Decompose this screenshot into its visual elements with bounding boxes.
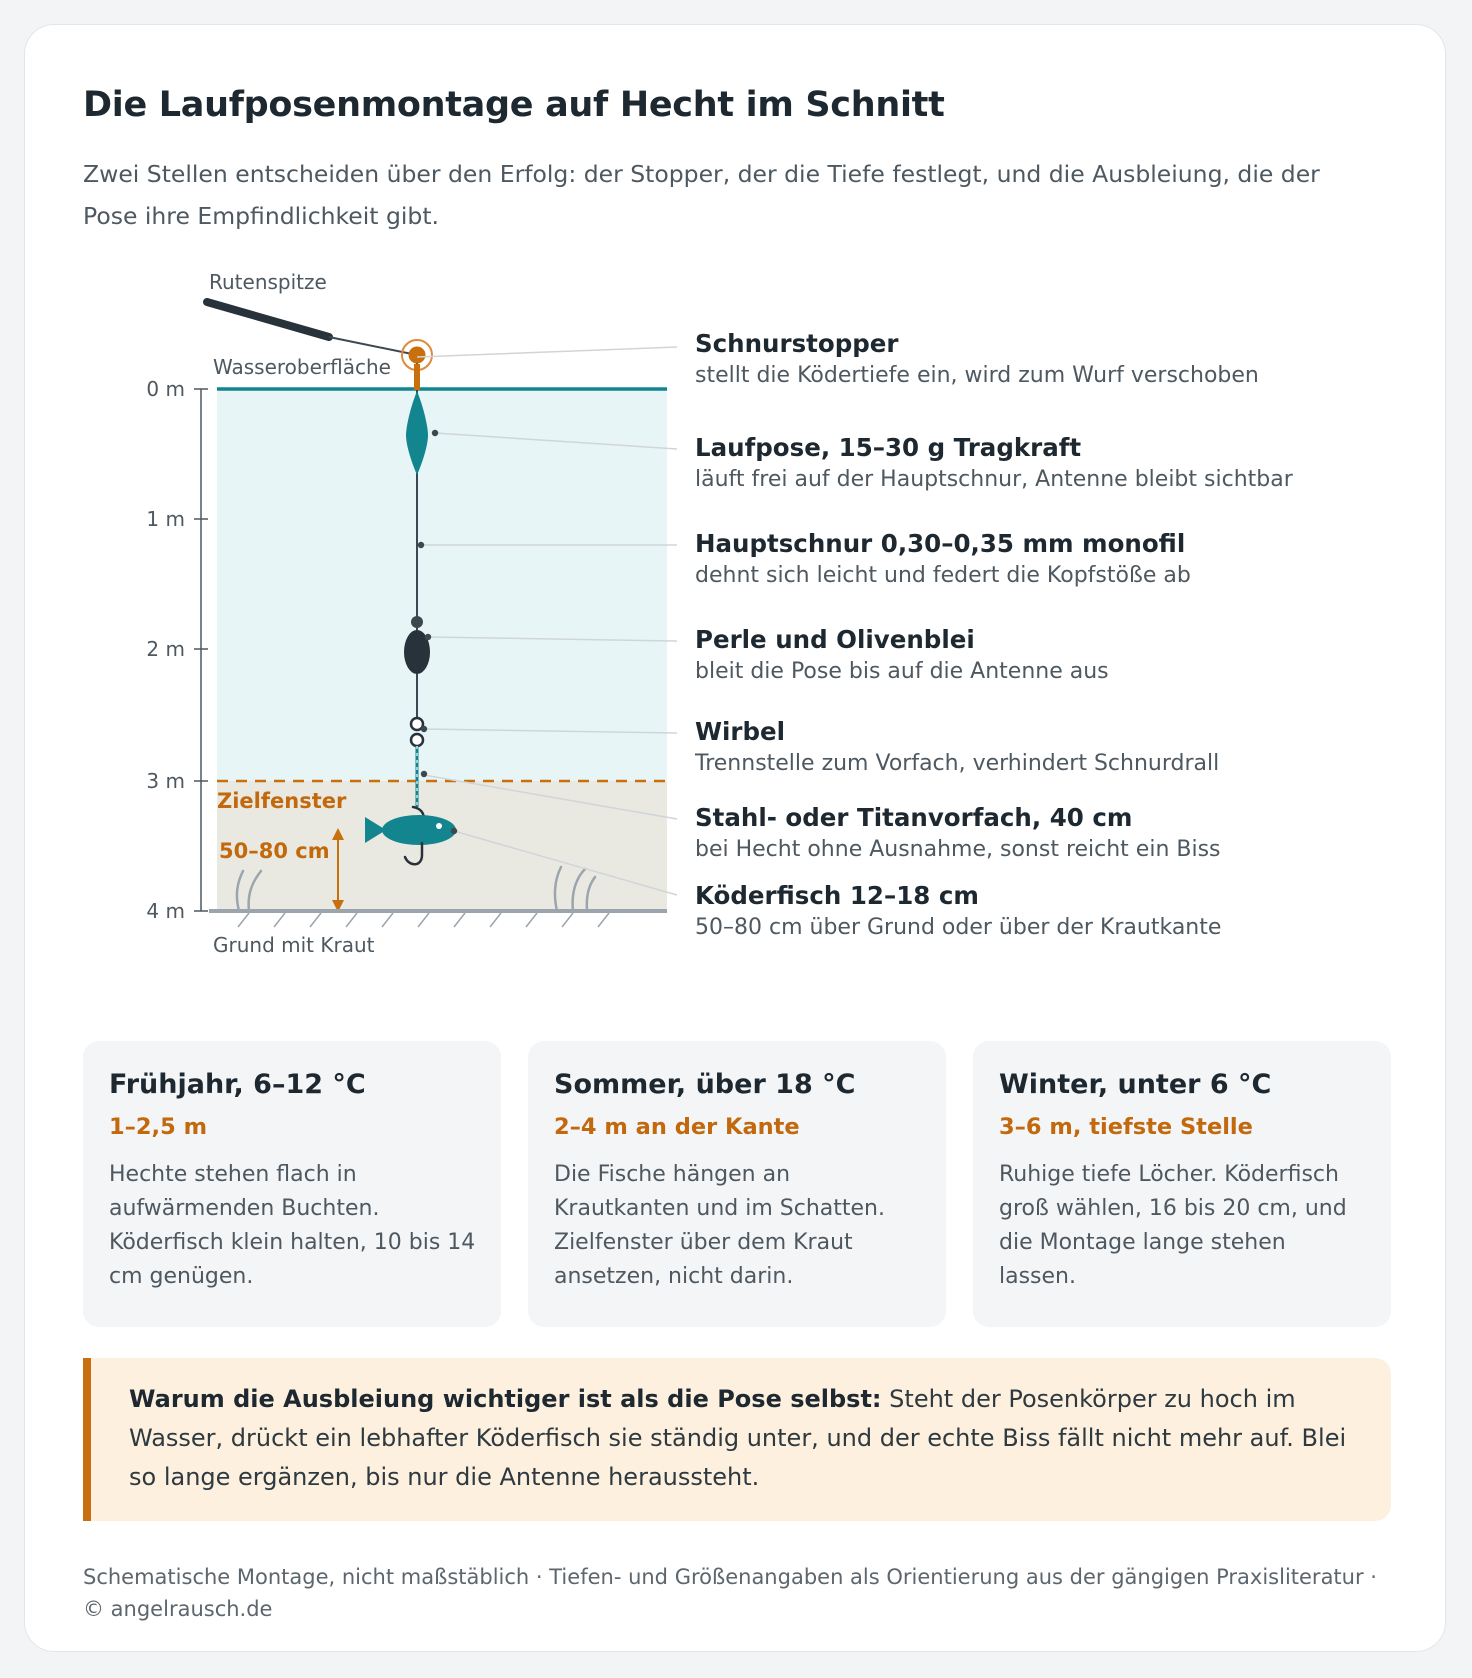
annotation-desc: bei Hecht ohne Ausnahme, sonst reicht ein Biss [695, 837, 1221, 862]
note-text: Steht der Posenkörper zu hoch im Wasser, drückt ein lebhafter Köderfisch sie ständig unter, und der echte Biss fällt nicht mehr auf. Blei so lange ergänzen, bis nur die Antenne heraussteht. [129, 1385, 1347, 1491]
annotation-desc: bleit die Pose bis auf die Antenne aus [695, 659, 1109, 684]
annotation-desc: Trennstelle zum Vorfach, verhindert Schnurdrall [695, 751, 1220, 776]
depth-tick-label: 2 m [146, 637, 185, 661]
ground-hatch-mark [490, 913, 501, 927]
callout-dot [421, 771, 427, 777]
annotation-title: Schnurstopper [695, 329, 899, 358]
annotation-float [695, 433, 1294, 492]
season-title: Winter, unter 6 °C [999, 1069, 1272, 1100]
callout-dot [432, 430, 438, 436]
season-text: Ruhige tiefe Löcher. Köderfisch groß wählen, 16 bis 20 cm, und die Montage lange stehen lassen. [999, 1162, 1347, 1289]
note-box [83, 1358, 1391, 1521]
depth-tick-label: 3 m [146, 769, 185, 793]
surface-label: Wasseroberfläche [213, 355, 391, 379]
season-depth: 3–6 m, tiefste Stelle [999, 1114, 1253, 1140]
target-window-label: Zielfenster [217, 789, 347, 813]
season-text: Hechte stehen flach in aufwärmenden Buchten. Köderfisch klein halten, 10 bis 14 cm genügen. [109, 1162, 476, 1289]
annotation-baitfish [695, 881, 1221, 940]
annotation-title: Stahl- oder Titanvorfach, 40 cm [695, 803, 1133, 832]
annotation-title: Laufpose, 15–30 g Tragkraft [695, 433, 1082, 462]
season-card-spring [83, 1041, 501, 1327]
annotation-desc: 50–80 cm über Grund oder über der Krautkante [695, 915, 1222, 940]
rod-tip [207, 302, 329, 337]
annotation-lead [695, 625, 1109, 684]
depth-tick-label: 1 m [146, 507, 185, 531]
rod-label: Rutenspitze [209, 270, 327, 294]
ground-hatch-mark [310, 913, 321, 927]
ground-hatching [238, 913, 609, 927]
water-area [217, 389, 667, 781]
annotation-stopper [695, 329, 1259, 388]
season-depth: 2–4 m an der Kante [554, 1114, 800, 1140]
ground-hatch-mark [418, 913, 429, 927]
season-card-summer [528, 1041, 946, 1327]
callout-line-stopper [417, 347, 677, 357]
depth-tick-label: 0 m [146, 377, 185, 401]
fish-eye [436, 823, 442, 829]
season-title: Sommer, über 18 °C [554, 1069, 856, 1100]
target-window-range: 50–80 cm [219, 839, 330, 863]
ground-hatch-mark [454, 913, 465, 927]
stopper [402, 340, 432, 390]
callout-dot [418, 542, 424, 548]
season-depth: 1–2,5 m [109, 1114, 208, 1140]
annotation-title: Wirbel [695, 717, 786, 746]
depth-tick-label: 4 m [146, 899, 185, 923]
note-lead: Warum die Ausbleiung wichtiger ist als die Pose selbst: [129, 1385, 882, 1413]
callout-dot [421, 726, 427, 732]
ground-hatch-mark [346, 913, 357, 927]
rig-diagram [83, 25, 1391, 1035]
callout-dot [451, 828, 457, 834]
season-text: Die Fische hängen an Krautkanten und im Schatten. Zielfenster über dem Kraut ansetzen, nicht darin. [554, 1162, 885, 1289]
annotation-desc: läuft frei auf der Hauptschnur, Antenne bleibt sichtbar [695, 467, 1293, 492]
bead [411, 616, 423, 628]
season-title: Frühjahr, 6–12 °C [109, 1069, 366, 1100]
annotation-leader [695, 803, 1221, 862]
ground-hatch-mark [562, 913, 573, 927]
season-card-winter [973, 1041, 1391, 1327]
footer-credits: Schematische Montage, nicht maßstäblich · Tiefen- und Größenangaben als Orientierung aus der gängigen Praxisliteratur · © angelrausch.de [83, 1565, 1377, 1621]
annotation-title: Köderfisch 12–18 cm [695, 881, 979, 910]
annotation-mainline [695, 529, 1191, 588]
swivel-ring-bottom [411, 734, 423, 746]
infographic-card [24, 24, 1446, 1652]
intro-text: Zwei Stellen entscheiden über den Erfolg: der Stopper, der die Tiefe festlegt, und die Ausbleiung, die der Pose ihre Empfindlichkeit gibt. [83, 160, 1320, 230]
page-title: Die Laufposenmontage auf Hecht im Schnitt [83, 85, 945, 125]
annotation-swivel [694, 717, 1219, 776]
annotation-title: Perle und Olivenblei [695, 625, 975, 654]
annotation-title: Hauptschnur 0,30–0,35 mm monofil [695, 529, 1186, 558]
float-antenna [414, 364, 420, 390]
ground-hatch-mark [598, 913, 609, 927]
ground-hatch-mark [238, 913, 249, 927]
fish-body [382, 815, 456, 845]
ground-label: Grund mit Kraut [213, 933, 375, 957]
depth-ticks [146, 377, 208, 923]
annotation-desc: dehnt sich leicht und federt die Kopfstöße ab [695, 563, 1191, 588]
stopper-knot [409, 347, 426, 364]
ground-hatch-mark [526, 913, 537, 927]
ground-hatch-mark [382, 913, 393, 927]
season-cards [83, 1041, 1391, 1327]
callout-dot [425, 634, 431, 640]
annotation-desc: stellt die Ködertiefe ein, wird zum Wurf verschoben [695, 363, 1259, 388]
ground-hatch-mark [274, 913, 285, 927]
